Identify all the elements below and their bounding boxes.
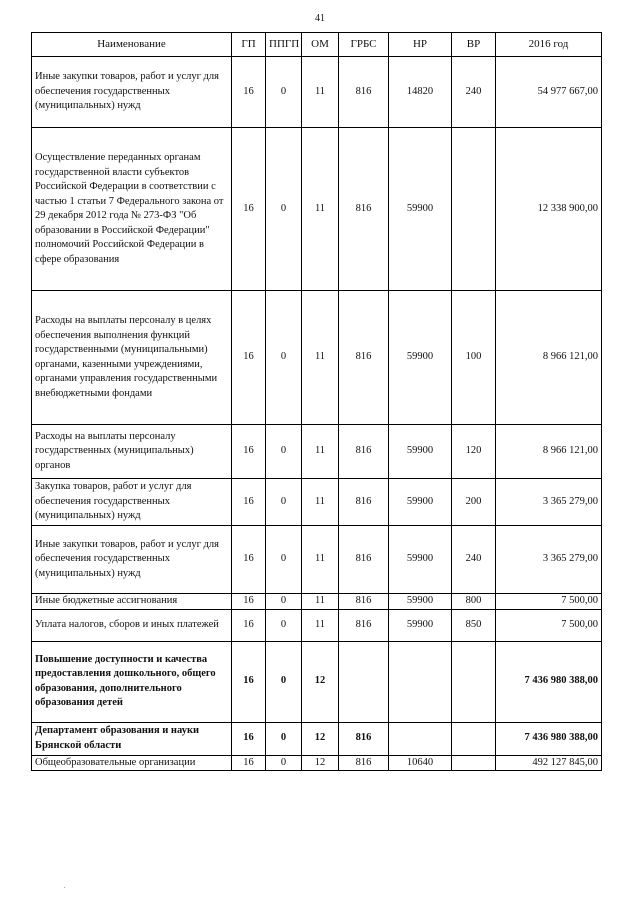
row-vr (452, 722, 496, 755)
row-vr (452, 755, 496, 771)
row-gp: 16 (232, 722, 266, 755)
row-grbs: 816 (339, 755, 389, 771)
row-amount: 3 365 279,00 (496, 479, 602, 526)
row-ppgp: 0 (266, 425, 302, 479)
row-om: 11 (302, 479, 339, 526)
footer-mark: . (64, 884, 66, 890)
row-gp: 16 (232, 526, 266, 594)
row-np: 59900 (389, 425, 452, 479)
row-vr: 850 (452, 609, 496, 641)
row-amount: 7 500,00 (496, 594, 602, 610)
header-gp: ГП (232, 33, 266, 57)
row-vr (452, 128, 496, 291)
row-vr: 240 (452, 526, 496, 594)
table-row (32, 526, 602, 594)
row-ppgp: 0 (266, 722, 302, 755)
page-number: 41 (315, 13, 325, 24)
row-amount: 3 365 279,00 (496, 526, 602, 594)
row-gp: 16 (232, 755, 266, 771)
row-name: Закупка товаров, работ и услуг для обеспечения государственных (муниципальных) нужд (32, 479, 232, 526)
row-gp: 16 (232, 291, 266, 425)
row-grbs: 816 (339, 609, 389, 641)
header-name: Наименование (32, 33, 232, 57)
row-gp: 16 (232, 594, 266, 610)
row-om: 12 (302, 755, 339, 771)
table-row (32, 594, 602, 610)
row-name: Осуществление переданных органам государственной власти субъектов Российской Федерации в соответствии с частью 1 статьи 7 Федерального закона от 29 декабря 2012 года № 273-ФЗ "Об образовании в Российской Федерации" полномочий Российской Федерации в сфере образования (32, 128, 232, 291)
row-name: Департамент образования и науки Брянской области (32, 722, 232, 755)
header-ppgp: ППГП (266, 33, 302, 57)
row-grbs: 816 (339, 128, 389, 291)
row-om: 11 (302, 425, 339, 479)
row-gp: 16 (232, 641, 266, 722)
row-np: 10640 (389, 755, 452, 771)
row-grbs: 816 (339, 479, 389, 526)
row-om: 12 (302, 641, 339, 722)
row-gp: 16 (232, 425, 266, 479)
row-np: 59900 (389, 526, 452, 594)
header-om: ОМ (302, 33, 339, 57)
row-om: 11 (302, 609, 339, 641)
row-gp: 16 (232, 128, 266, 291)
table-row (32, 57, 602, 128)
row-vr: 200 (452, 479, 496, 526)
header-vr: ВР (452, 33, 496, 57)
row-np: 59900 (389, 594, 452, 610)
row-np (389, 722, 452, 755)
row-amount: 7 500,00 (496, 609, 602, 641)
table-row (32, 641, 602, 722)
row-om: 11 (302, 128, 339, 291)
row-gp: 16 (232, 57, 266, 128)
row-name: Иные закупки товаров, работ и услуг для обеспечения государственных (муниципальных) нужд (32, 57, 232, 128)
row-amount: 492 127 845,00 (496, 755, 602, 771)
row-amount: 54 977 667,00 (496, 57, 602, 128)
row-amount: 7 436 980 388,00 (496, 722, 602, 755)
row-om: 11 (302, 526, 339, 594)
header-np: НР (389, 33, 452, 57)
row-om: 11 (302, 594, 339, 610)
row-np: 59900 (389, 609, 452, 641)
row-amount: 12 338 900,00 (496, 128, 602, 291)
row-ppgp: 0 (266, 526, 302, 594)
row-amount: 7 436 980 388,00 (496, 641, 602, 722)
row-amount: 8 966 121,00 (496, 291, 602, 425)
row-grbs: 816 (339, 425, 389, 479)
table-row (32, 425, 602, 479)
row-gp: 16 (232, 479, 266, 526)
row-vr (452, 641, 496, 722)
row-om: 11 (302, 57, 339, 128)
row-vr: 120 (452, 425, 496, 479)
table-row (32, 755, 602, 771)
row-grbs: 816 (339, 526, 389, 594)
row-vr: 800 (452, 594, 496, 610)
row-om: 11 (302, 291, 339, 425)
row-np: 14820 (389, 57, 452, 128)
table-row (32, 291, 602, 425)
row-np: 59900 (389, 479, 452, 526)
row-name: Расходы на выплаты персоналу государственных (муниципальных) органов (32, 425, 232, 479)
row-name: Расходы на выплаты персоналу в целях обеспечения выполнения функций государственными (муниципальными) органами, казенными учреждениями, органами управления государственными внебюджетными фондами (32, 291, 232, 425)
row-grbs (339, 641, 389, 722)
budget-table (31, 32, 602, 771)
row-ppgp: 0 (266, 128, 302, 291)
row-grbs: 816 (339, 291, 389, 425)
row-grbs: 816 (339, 594, 389, 610)
row-gp: 16 (232, 609, 266, 641)
row-np: 59900 (389, 291, 452, 425)
row-name: Повышение доступности и качества предоставления дошкольного, общего образования, дополнительного образования детей (32, 641, 232, 722)
row-name: Иные бюджетные ассигнования (32, 594, 232, 610)
row-ppgp: 0 (266, 755, 302, 771)
row-name: Иные закупки товаров, работ и услуг для обеспечения государственных (муниципальных) нужд (32, 526, 232, 594)
table-row (32, 128, 602, 291)
table-header-row (32, 33, 602, 57)
row-np: 59900 (389, 128, 452, 291)
table-row (32, 609, 602, 641)
row-ppgp: 0 (266, 641, 302, 722)
row-om: 12 (302, 722, 339, 755)
row-ppgp: 0 (266, 479, 302, 526)
row-name: Уплата налогов, сборов и иных платежей (32, 609, 232, 641)
row-vr: 100 (452, 291, 496, 425)
row-ppgp: 0 (266, 609, 302, 641)
row-np (389, 641, 452, 722)
header-grbs: ГРБС (339, 33, 389, 57)
header-year: 2016 год (496, 33, 602, 57)
row-vr: 240 (452, 57, 496, 128)
row-grbs: 816 (339, 57, 389, 128)
row-grbs: 816 (339, 722, 389, 755)
row-amount: 8 966 121,00 (496, 425, 602, 479)
table-row (32, 479, 602, 526)
row-ppgp: 0 (266, 57, 302, 128)
table-row (32, 722, 602, 755)
row-name: Общеобразовательные организации (32, 755, 232, 771)
row-ppgp: 0 (266, 291, 302, 425)
row-ppgp: 0 (266, 594, 302, 610)
